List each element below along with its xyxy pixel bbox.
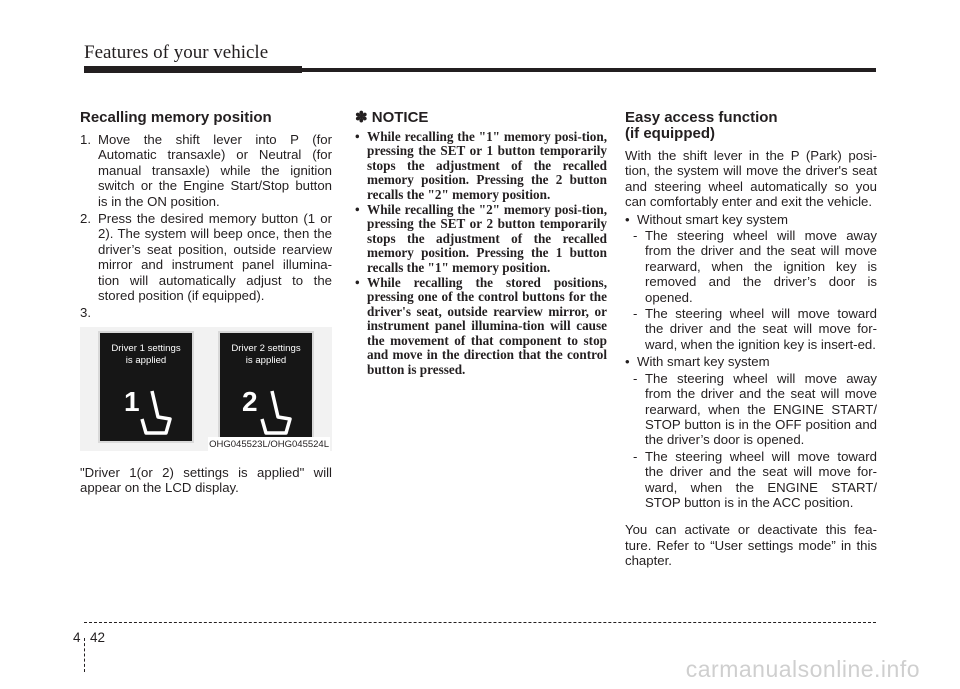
notice-item bbox=[355, 276, 607, 377]
bullet-icon: • bbox=[625, 354, 630, 370]
lcd-panel-message: Driver 2 settings is applied bbox=[231, 342, 301, 366]
notice-text: While recalling the "2" memory posi-tion, pressing the SET or 2 button temporarily stops the adjustment of the recalled memory position. Pressing the 1 button recalls the "1" memory position. bbox=[367, 202, 607, 275]
notice-text: While recalling the "1" memory posi-tion, pressing the SET or 1 button temporarily stops the adjustment of the recalled memory position. Pressing the 2 button recalls the "2" memory position. bbox=[367, 129, 607, 202]
intro-paragraph: With the shift lever in the P (Park) posi-tion, the system will move the driver's seat and steering wheel automatically so you can comfortably enter and exit the vehicle. bbox=[625, 148, 877, 210]
lcd-panel-message: Driver 1 settings is applied bbox=[111, 342, 181, 366]
step-item bbox=[80, 305, 332, 320]
dash-icon: - bbox=[633, 306, 638, 322]
bullet-icon: • bbox=[355, 129, 360, 144]
step-text: Press the desired memory button (1 or 2). The system will beep once, then the driver’s seat position, outside rearview mirror and instrument panel illumina-tion will automatically adjust to the stored position (if equipped). bbox=[98, 211, 332, 304]
bullet-label: Without smart key system bbox=[637, 211, 788, 227]
notice-text: While recalling the stored positions, pressing one of the control buttons for the driver's seat, outside rearview mirror, or instrument panel illumina-tion will cause the movement of that component to stop and move in the direction that the control button is pressed. bbox=[367, 275, 607, 377]
dash-icon: - bbox=[633, 228, 638, 244]
bullet-icon: • bbox=[625, 211, 630, 227]
bullet-icon: • bbox=[355, 275, 360, 291]
dash-icon: - bbox=[633, 370, 638, 386]
seat-memory-1-icon bbox=[122, 385, 174, 439]
bullet-icon: • bbox=[355, 202, 360, 218]
section-heading-recalling-memory: Recalling memory position bbox=[80, 109, 272, 126]
heading-line: (if equipped) bbox=[625, 125, 715, 142]
chapter-number: 4 bbox=[73, 630, 81, 645]
list-item bbox=[625, 212, 877, 227]
memory-digit: 1 bbox=[124, 385, 140, 417]
page-number: 42 bbox=[90, 630, 106, 645]
closing-paragraph: You can activate or deactivate this fea-ture. Refer to “User settings mode” in this chapter. bbox=[625, 522, 877, 569]
notice-item bbox=[355, 130, 607, 202]
list-item bbox=[625, 354, 877, 369]
lcd-display-figure bbox=[80, 327, 332, 451]
sub-list-item bbox=[633, 371, 877, 448]
step-number: 2. bbox=[80, 211, 91, 227]
step-item bbox=[80, 211, 332, 303]
dash-icon: - bbox=[633, 448, 638, 464]
step-number: 3. bbox=[80, 305, 91, 321]
footer-rule bbox=[84, 622, 876, 623]
sub-item-text: The steering wheel will move toward the driver and the seat will move for-ward, when the ignition key is insert-ed. bbox=[645, 306, 877, 352]
notice-title: ✽ NOTICE bbox=[355, 109, 429, 126]
column-memory-recall bbox=[80, 110, 332, 496]
sub-list-item bbox=[633, 449, 877, 511]
footer-divider bbox=[84, 638, 85, 672]
section-heading-easy-access bbox=[625, 110, 877, 142]
heading-line: Easy access function bbox=[625, 109, 778, 126]
step-text: Move the shift lever into P (for Automatic transaxle) or Neutral (for manual transaxle) while the ignition switch or the Engine Start/Stop button is in the ON position. bbox=[98, 132, 332, 209]
memory-digit: 2 bbox=[242, 385, 258, 417]
header-rule bbox=[84, 68, 876, 72]
sub-item-text: The steering wheel will move toward the driver and the seat will move for-ward, when the ENGINE START/ STOP button is in the ACC position. bbox=[645, 448, 877, 510]
column-notice bbox=[355, 110, 607, 378]
lcd-display-note: "Driver 1(or 2) settings is applied" will appear on the LCD display. bbox=[80, 464, 332, 496]
step-number: 1. bbox=[80, 132, 91, 147]
step-item bbox=[80, 132, 332, 209]
sub-list-item bbox=[633, 306, 877, 352]
watermark: carmanualsonline.info bbox=[685, 656, 920, 682]
lcd-panel-driver-2 bbox=[218, 331, 314, 443]
sub-item-text: The steering wheel will move away from the driver and the seat will move rearward, when the ignition key is removed and the driver’s door is opened. bbox=[645, 228, 877, 305]
notice-item bbox=[355, 203, 607, 275]
bullet-label: With smart key system bbox=[637, 354, 770, 370]
step-text bbox=[98, 305, 332, 320]
figure-caption: OHG045523L/OHG045524L bbox=[208, 437, 330, 452]
page-section-title: Features of your vehicle bbox=[84, 42, 269, 63]
seat-memory-2-icon bbox=[242, 385, 294, 439]
sub-list-item bbox=[633, 228, 877, 305]
lcd-panel-driver-1 bbox=[98, 331, 194, 443]
sub-item-text: The steering wheel will move away from the driver and the seat will move rearward, when the ENGINE START/ STOP button is in the OFF position and the driver’s door is opened. bbox=[645, 370, 877, 448]
column-easy-access bbox=[625, 110, 877, 569]
